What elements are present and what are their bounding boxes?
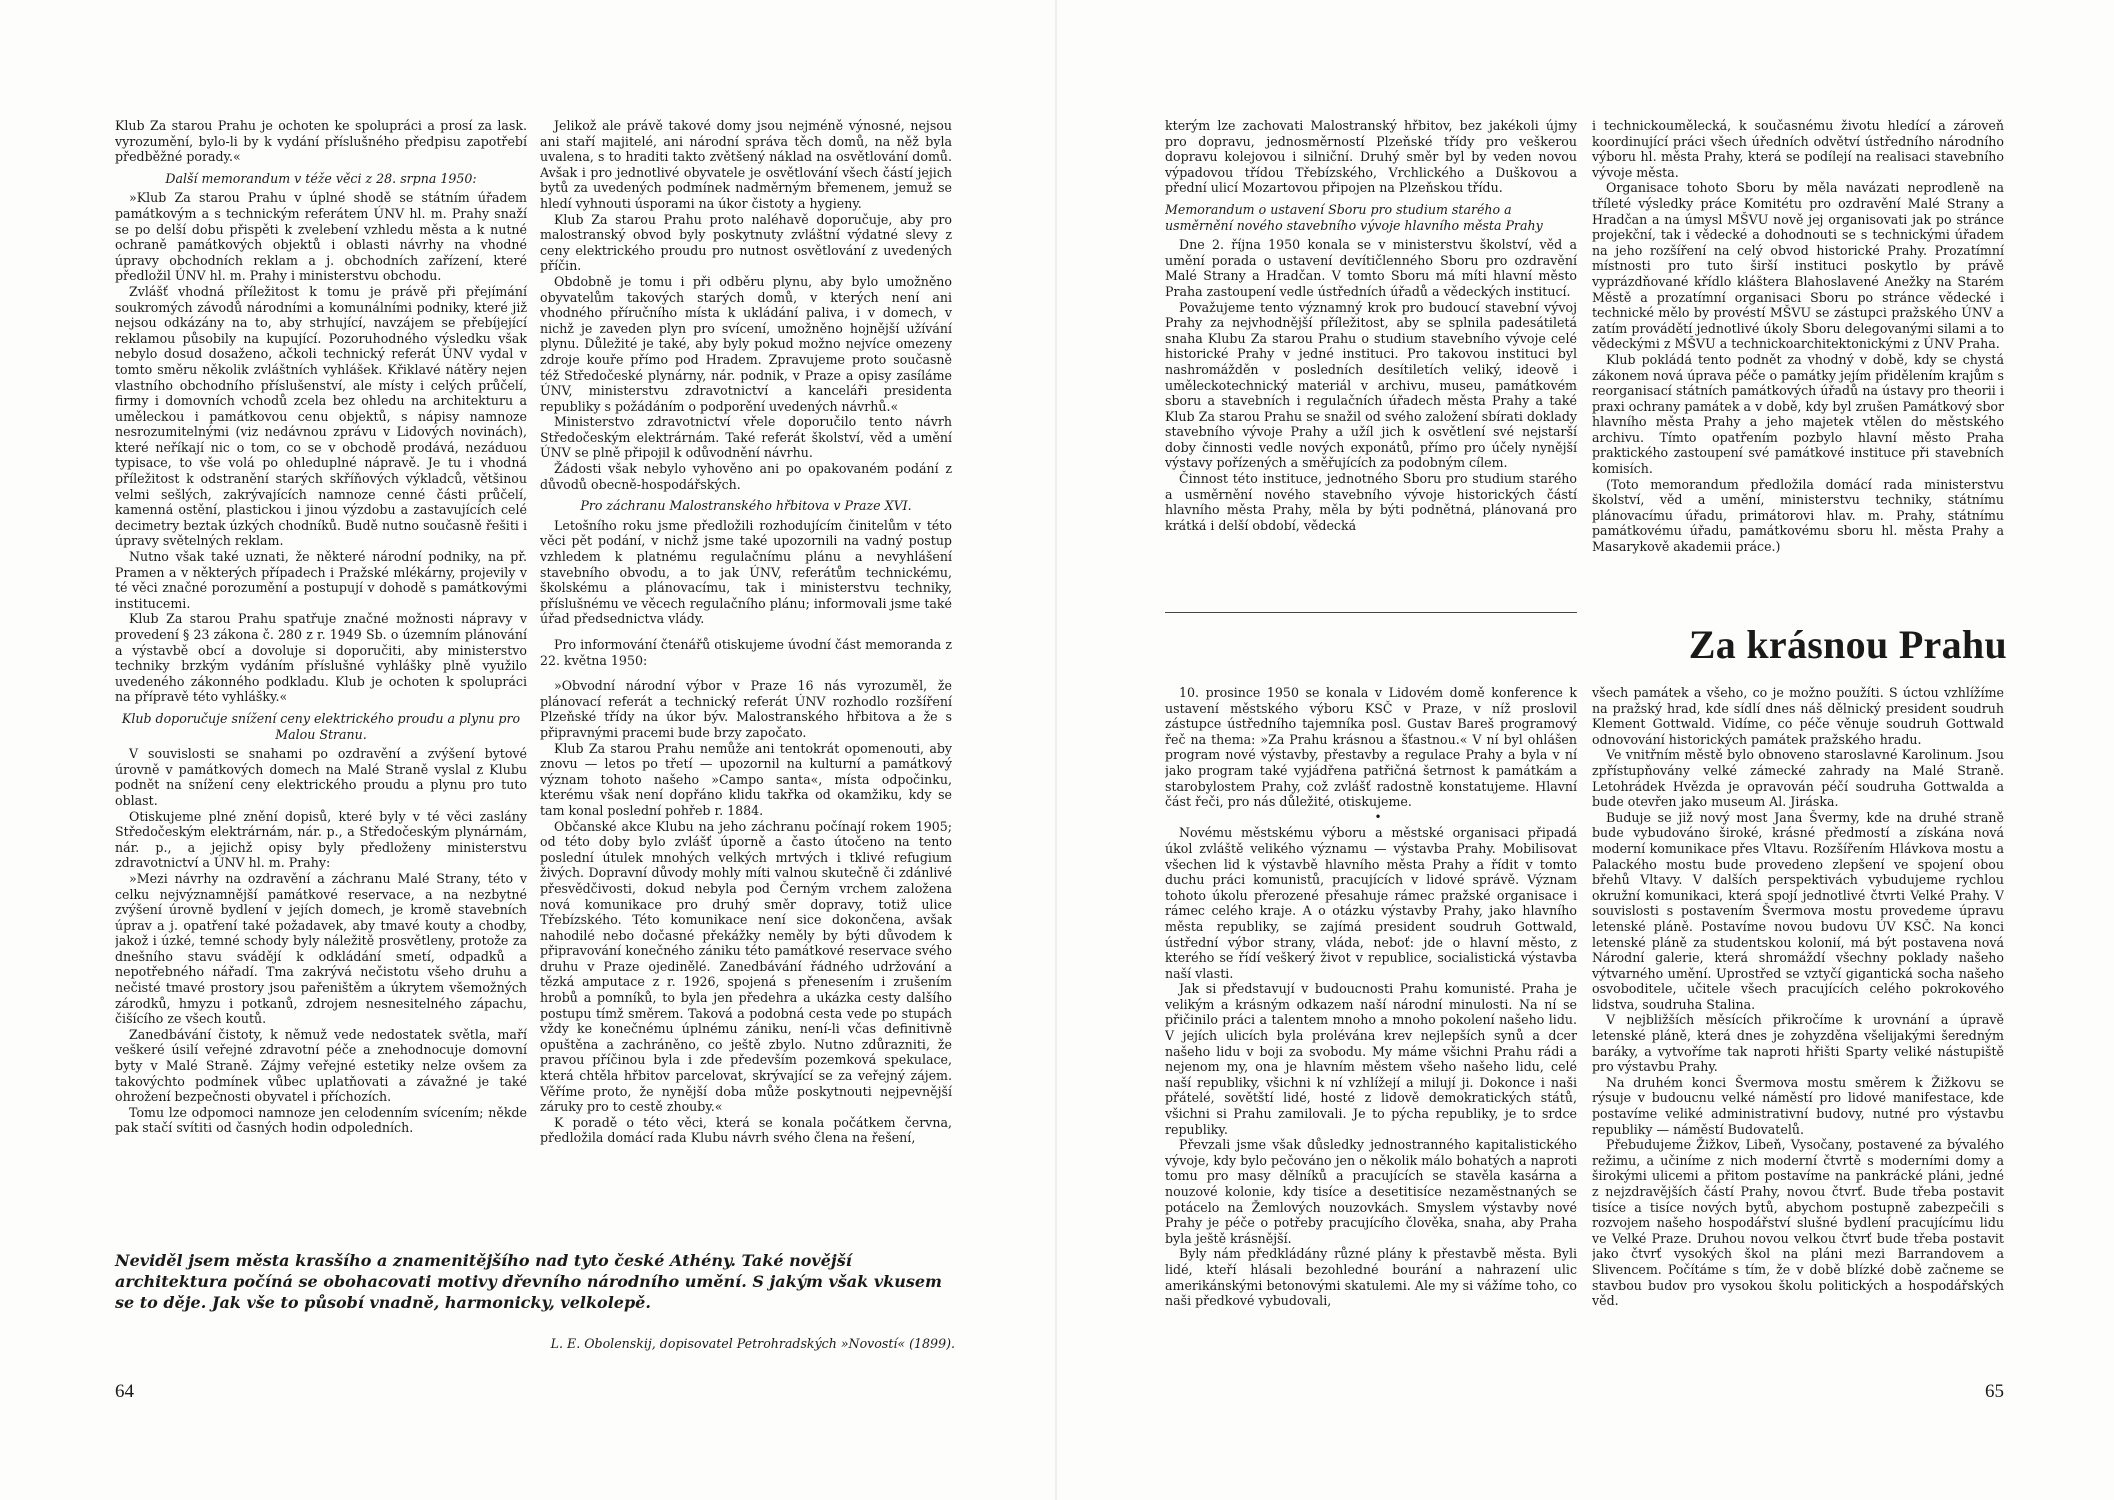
body-paragraph: Na druhém konci Švermova mostu směrem k Žižkovu se rýsuje v budoucnu velké náměstí pro lidové manifestace, kde postavíme veliké administrativní budovy, nutné pro výstavbu republiky — náměstí Budovatelů. [1592,1074,2004,1137]
left-page-column-2 [540,118,952,1233]
section-subheading: Memorandum o ustavení Sboru pro studium starého a usměrnění nového stavebního vývoje hlavního města Prahy [1165,201,1543,233]
body-paragraph: Tomu lze odpomoci namnoze jen celodenním svícením; někde pak stačí svítiti od časných hodin odpoledních. [115,1104,527,1136]
body-paragraph: V souvislosti se snahami po ozdravění a zvýšení bytové úrovně v památkových domech na Malé Straně vyslal z Klubu podnět na snížení ceny elektrického proudu a plynu pro tuto oblast. [115,746,527,808]
section-subheading: Další memorandum v téže věci z 28. srpna 1950: [165,170,477,186]
body-paragraph: Občanské akce Klubu na jeho záchranu počínají rokem 1905; od této doby bylo zvlášť úporně a často útočeno na tento poslední útulek mnohých velkých mrtvých i tklivé refugium živých. Dopravní důvody mohly míti valnou skutečně či zdánlivé přesvědčivosti, dokud nebyla pod Černým vrchem založena nová komunikace pro druhý směr dopravy, totiž ulice Třebízského. Této komunikace není sice dokončena, avšak nahodilé nebo dočasné překážky neměly by býti důvodem k připravování konečného zániku této památkové reservace svého druhu v Praze ojedinělé. Zanedbávání řádného udržování a tězká amputace z r. 1926, spojená s přenesením i zrušením hrobů a pomníků, to byla jen předehra a ukázka cesty dalšího postupu tímž směrem. Taková a podobná cesta vede po stupách vždy ke konečnému úplnému zániku, není-li včas definitivně opuštěna a zachráněno, co ještě zbylo. Nutno zdůrazniti, že pravou příčinou byla i zde především pozemková spekulace, která chtěla hřbitov parcelovat, skrývající se za veřejný zájem. Věříme proto, že nynější doba může poskytnouti nejpevnější záruky pro to cestě zhouby.« [540,818,952,1115]
body-paragraph: Přebudujeme Žižkov, Libeň, Vysočany, postavené za bývalého režimu, a učiníme z nich moderní čtvrtě s moderními domy a širokými ulicemi a přitom postavíme na pankrácké pláni, jedné z nejzdravějších částí Prahy, novou čtvrť. Bude třeba postavit tisíce a tisíce nových bytů, abychom postupně zabezpečili s rozvojem našeho hospodářství slušné bydlení pracujícímu lidu ve Velké Praze. Druhou novou velkou čtvrť bude třeba postavit jako čtvrť vysokých škol na pláni mezi Barrandovem a Slivencem. Počítáme s tím, že v době blízké době začneme se stavbou budov pro vysokou školu politických a hospodářských věd. [1592,1137,2004,1309]
body-paragraph: Nutno však také uznati, že některé národní podniky, na př. Pramen a v některých případech i Pražské mlékárny, projevily v té věci značné porozumění a postupují v dohodě s památkovými institucemi. [115,549,527,611]
body-paragraph: Letošního roku jsme předložili rozhodujícím činitelům v této věci pět podání, v nichž jsme také upozornili na vadný postup vzhledem k platnému regulačnímu plánu a nevyhlášení stavebního obvodu, a to jak ÚNV, referátům technickému, školskému a plánovacímu, tak i ministerstvu techniky, příslušnému ve věcech regulačního plánu; informovali jsme také úřad předsednictva vlády. [540,517,952,627]
body-paragraph: Jak si představují v budoucnosti Prahu komunisté. Praha je velikým a krásným odkazem naší národní minulosti. Na ní se přičinilo práci a talentem mnoho a mnoho pokolení našeho lidu. V jejích ulicích byla prolévána krev nejlepších synů a dcer našeho lidu v boji za svobodu. My máme všichni Prahu rádi a nejenom my, ona je hlavním městem všeho našeho lidu, celé naší republiky, všichni k ní vzhlížejí a milují ji. Dokonce i naši přátelé, sovětští lidé, hosté z lidově demokratických států, všichni si Prahu zamilovali. Je to pýcha republiky, je to srdce republiky. [1165,981,1577,1137]
paragraph-spacer [540,668,952,678]
page-number-right: 65 [1985,1381,2004,1402]
body-paragraph: »Obvodní národní výbor v Praze 16 nás vyrozuměl, že plánovací referát a technický referát ÚNV rozhodlo rozšíření Plzeňské třídy na úkor býv. Malostranského hřbitova a že s připravnými pracemi bude brzy započato. [540,678,952,740]
body-paragraph: Organisace tohoto Sboru by měla navázati neprodleně na tříleté výsledky práce Komitétu pro ozdravění Malé Strany a Hradčan a na úmysl MŠVU nově jej organisovati jak po stránce projekční, tak i vědecké a dohodnouti se s technickými úřadem na jeho rozšíření na celý obvod historické Prahy. Prozatímní místnosti pro tuto širší instituci poskytlo by právě vyprázdňované křídlo kláštera Blahoslavené Anežky na Starém Městě a prozatímní organisaci Sboru po stránce vědecké i technické mělo by provéstí MŠVU se zástupci pražského ÚNV a zatím provádětí jednotlivé úkoly Sboru delegovanými silami a to vědeckými z MŠVU a technickoarchitektonickými z ÚNV Praha. [1592,180,2004,352]
body-paragraph: i technickoumělecká, k současnému životu hledící a zároveň koordinující práci všech úředních odvětví ústředního národního výboru hl. města Prahy, která se podílejí na realisaci stavebního vývoje města. [1592,118,2004,180]
paragraph-spacer [540,627,952,637]
body-paragraph: Převzali jsme však důsledky jednostranného kapitalistického vývoje, kdy bylo pečováno jen o několik málo bohatých a naproti tomu pro masy dělníků a pracujících se stavěla kasárna a nouzové kolonie, kdy tisíce a desetitisíce nezaměstnaných se potácelo na Žemlových nouzovkách. Smyslem výstavby nové Prahy je péče o potřeby pracujícího člověka, snaha, aby Praha byla ještě krásnější. [1165,1137,1577,1246]
article-headline: Za krásnou Prahu [1688,622,2007,667]
body-paragraph: všech památek a všeho, co je možno použíti. S úctou vzhlížíme na pražský hrad, kde sídlí dnes náš dělnický president soudruh Klement Gottwald. Vidíme, co péče věnuje soudruh Gottwald odnovování historických památek pražského hradu. [1592,685,2004,747]
body-paragraph: 10. prosince 1950 se konala v Lidovém domě konference k ustavení městského výboru KSČ v Praze, v níž proslovil zástupce ústředního tajemníka posl. Gustav Bareš programový řeč na thema: »Za Prahu krásnou a šťastnou.« V ní byl ohlášen program nové výstavby, přestavby a regulace Prahy a byla v ní jako program také vyjádřena patřičná šetrnost k památkám a starobylostem Prahy, což zvlášť radostně konstatujeme. Hlavní část řeči, pro nás důležité, otiskujeme. [1165,685,1577,810]
quote-text: Neviděl jsem města krasšího a znamenitějšího nad tyto české Athény. Také novější architektura počíná se obohacovati motivy dřevního národního umění. S jakým však vkusem se to děje. Jak vše to působí vnadně, harmonicky, velkolepě. [115,1251,942,1312]
body-paragraph: Klub Za starou Prahu je ochoten ke spolupráci a prosí za lask. vyrozumění, bylo-li by k vydání příslušného předpisu zapotřebí předběžné porady.« [115,118,527,165]
body-paragraph: Klub Za starou Prahu proto naléhavě doporučuje, aby pro malostranský obvod byly poskytnuty zvláštní výdatné slevy z ceny elektrického proudu pro nutnost osvětlování z uvedených příčin. [540,211,952,274]
body-paragraph: kterým lze zachovati Malostranský hřbitov, bez jakékoli újmy pro dopravu, jednosměrností Plzeňské třídy pro veškerou dopravu kolejovou i silniční. Druhý směr byl by veden novou výpadovou třídou Třebízského, Vrchlického a Duškovou a přední ulicí Mozartovou připojen na Plzeňskou třídu. [1165,118,1577,196]
body-paragraph: »Mezi návrhy na ozdravění a záchranu Malé Strany, této v celku nejvýznamnější památkové reservace, a na nezbytné zvýšení úrovně bydlení v jejích domech, je kromě stavebních úprav a j. opatření také požadavek, aby tmavé kouty a chodby, jakož i úzké, temné schody byly náležitě prosvětleny, protože za dnešního stavu svádějí k odkládání smetí, odpadků a nepotřebného nářadí. Tma zakrývá nečistotu všeho druhu a nečisté tmavé prostory jsou pařeništěm a úkrytem všemožných zárodků, hmyzu i potkanů, zdrojem nesnesitelného zápachu, čišícího ze všech koutů. [115,870,527,1027]
quote-box [115,1250,955,1313]
section-subheading: Pro záchranu Malostranského hřbitova v Praze XVI. [580,498,912,514]
body-paragraph: »Klub Za starou Prahu v úplné shodě se státním úřadem památkovým a s technickým referátem ÚNV hl. m. Prahy snaží se po delší dobu přispěti k zvelebení vzhledu města a k nutné ochraně památkových objektů i oblasti návrhy na vhodné úpravy obchodních reklam a j. obchodních zařízení, které předložil ÚNV hl. m. Prahy i ministerstvu obchodu. [115,190,527,284]
body-paragraph: Ve vnitřním městě bylo obnoveno staroslavné Karolinum. Jsou zpřístupňovány velké zámecké zahrady na Malé Straně. Letohrádek Hvězda je opravován péčí soudruha Gottwalda a bude otevřen jako museum Al. Jiráska. [1592,747,2004,810]
section-separator-dot: • [1374,809,1382,824]
body-paragraph: Zanedbávání čistoty, k němuž vede nedostatek světla, maří veškeré úsilí veřejné zdravotní péče a znehodnocuje domovní byty v Malé Straně. Zájmy veřejné estetiky nelze ovšem za takovýchto podmínek vůbec uplatňovati a závažné je také ohrožení bezpečnosti obyvatel i příchozích. [115,1026,527,1105]
quote-source: L. E. Obolenskij, dopisovatel Petrohradských »Novostí« (1899). [550,1336,955,1351]
body-paragraph: Byly nám předkládány různé plány k přestavbě města. Byli lidé, kteří hlásali bezohledné bourání a nahrazení ulic amerikánskými betonovými skatulemi. Ale my si vážíme toho, co naši předkové vybudovali, [1165,1246,1577,1309]
body-paragraph: Žádosti však nebylo vyhověno ani po opakovaném podání z důvodů obecně-hospodářských. [540,461,952,492]
body-paragraph: K poradě o této věci, která se konala počátkem června, předložila domácí rada Klubu návrh svého člena na řešení, [540,1114,952,1146]
body-paragraph: Klub Za starou Prahu nemůže ani tentokrát opomenouti, aby znovu — letos po třetí — upozornil na kulturní a památkový význam tohoto našeho »Campo santa«, místa odpočinku, kterému však není dopřáno klidu takřka od okamžiku, kdy se tam konal poslední pohřeb r. 1884. [540,740,952,818]
right-page-column-1 [1165,118,1577,618]
right-page [1057,0,2114,1500]
body-paragraph: Činnost této instituce, jednotného Sboru pro studium starého a usměrnění nového stavebního vývoje historických částí hlavního města Prahy, měla by býti podnětná, plánovaná pro krátká i delší období, vědecká [1165,471,1577,533]
body-paragraph: Považujeme tento významný krok pro budoucí stavební vývoj Prahy za nejvhodnější příležitost, aby se splnila padesátiletá snaha Klubu Za starou Prahu o studium stavebního vývoje celé historické Prahy v jedné instituci. Pro takovou instituci byl nashromážděn v posledních desítiletích veliký, ideově i uměleckotechnický materiál v archivu, museu, památkovém sboru a stavebních i regulačních úřadech města Prahy a také Klub Za starou Prahu se snažil od svého založení sbírati doklady stavebního vývoje Prahy a užíl jich k osvětlení své nejstarší doby činnosti vedle nových exponátů, přímo pro účely nynější výstavy pořízených a směřujících za podobným cílem. [1165,299,1577,471]
body-paragraph: Buduje se již nový most Jana Švermy, kde na druhé straně bude vybudováno široké, krásné předmostí a získána nová moderní komunikace přes Vltavu. Rozšířením Hlávkova mostu a Palackého mostu bude provedeno zlepšení ve spojení obou břehů Vltavy. V dalších perspektivách vybudujeme rychlou okružní komunikaci, která spojí jednotlivé čtvrti Velké Prahy. V souvislosti s postavením Švermova mostu provedeme úpravu letenské pláně. Postavíme novou budovu ÚV KSČ. Na konci letenské pláně za studentskou kolonií, má být postavena nová Národní galerie, která shromáždí všechny poklady našeho výtvarného umění. Uprostřed se vztyčí gigantická socha našeho osvoboditele, učitele všech pracujících celého pokrokového lidstva, soudruha Stalina. [1592,809,2004,1012]
body-paragraph: Obdobně je tomu i při odběru plynu, aby bylo umožněno obyvatelům takových starých domů, v kterých není ani vhodného příručního místa k ukládání paliva, i v domech, v nichž je zaveden plyn pro svícení, umožněno hojnější užívání plynu. Důležité je také, aby byly pokud možno nejvíce omezeny zdroje kouře přímo pod Hradem. Zpravujeme proto současně též Středočeské plynárny, nár. podnik, v Praze a opisy zasíláme ÚNV, ministerstvu zdravotnictví a kanceláři presidenta republiky s požádáním o podporění uvedených návrhů.« [540,273,952,414]
body-paragraph: Zvlášť vhodná příležitost k tomu je právě při přejímání soukromých závodů národními a komunálními podniky, které již nejsou odkázány na to, aby strhující, navzájem se přebíjející reklamou působily na kupující. Pozoruhodného výsledku však nebylo dosud dosaženo, ačkoli technický referát ÚNV vydal v tomto směru několik zvláštních vyhlášek. Křiklavé nátěry nejen vlastního obchodního příslušenství, ale místy i celých průčelí, firmy i domovních vchodů zcela bez ohledu na architekturu a uměleckou i památkovou cenu objektů, s nápisy namnoze nesrozumitelnými (viz nedávnou zprávu v Lidových novinách), které neříkají nic o tom, co se v obchodě prodává, nezáduou typisace, to vše volá po ohleduplné nápravě. Je tu i vhodná příležitost k odstranění starých skříňových výkladců, většinou velmi sešlých, zakrývajících namnoze cenné části průčelí, kamenná ostění, plastickou i jinou výzdobu a zastavujících celé decimetry beztak úzkých chodníků. Budě nutno současně řešiti i úpravy světelných reklam. [115,283,527,549]
body-paragraph: Otiskujeme plné znění dopisů, které byly v té věci zaslány Středočeským elektrárnám, nár. p., a Středočeským plynárnám, nár. p., a jejichž opisy byly předloženy ministerstvu zdravotnictví a ÚNV hl. m. Prahy: [115,808,527,871]
page-number-left: 64 [115,1381,134,1402]
body-paragraph: V nejbližších měsících přikročíme k urovnání a úpravě letenské pláně, která dnes je zohyzděna všelijakými šeredným baráky, a vytvoříme tak naproti hřišti Sparty veliké nástupiště pro výstavbu Prahy. [1592,1012,2004,1075]
body-paragraph: Jelikož ale právě takové domy jsou nejméně výnosné, nejsou ani staří majitelé, ani národní správa těch domů, na něž byla uvalena, s to hraditi takto zvětšený náklad na osvětlování domů. Avšak i pro jednotlivé obyvatele je osvětlování všech částí jejich bytů za uvedených podmínek nadměrným břemenem, jemuž se hledí vyhnouti úsporami na úkor čistoty a hygieny. [540,118,952,211]
body-paragraph: Dne 2. října 1950 konala se v ministerstvu školství, věd a umění porada o ustavení devítičlenného Sboru pro ozdravění Malé Strany a Hradčan. V tomto Sboru má míti hlavní město Praha zastoupení vedle ústředních úřadů a vědeckých institucí. [1165,237,1577,299]
right-page-column-2 [1592,118,2004,638]
body-paragraph: Novému městskému výboru a městské organisaci připadá úkol zvláště velikého významu — výstavba Prahy. Mobilisovat všechen lid k výstavbě hlavního města Prahy a řídit v tomto duchu práci komunistů, pracujících v lidové správě. Význam tohoto úkolu přerozené přesahuje rámec pražské organisace i rámec celého kraje. A o otázku výstavby Prahy, jako hlavního města republiky, se zajímá president soudruh Gottwald, ústřední výbor strany, vláda, neboť: jde o hlavní město, z kterého se řídí veškerý život v republice, socialistická výstavba naší vlasti. [1165,825,1577,981]
right-page-column-4 [1592,685,2004,1370]
body-paragraph: Ministerstvo zdravotnictví vřele doporučilo tento návrh Středočeským elektrárnám. Také referát školství, věd a umění ÚNV se plně připojil k odůvodnění návrhu. [540,414,952,461]
right-page-column-3 [1165,685,1577,1370]
left-page-column-1 [115,118,527,1233]
section-subheading: Klub doporučuje snížení ceny elektrického proudu a plynu pro Malou Stranu. [121,710,521,742]
body-paragraph: Pro informování čtenářů otiskujeme úvodní část memoranda z 22. května 1950: [540,637,952,668]
body-paragraph: Klub pokládá tento podnět za vhodný v době, kdy se chystá zákonem nová úprava péče o památky jejím přidělením krajům s reorganisací státních památkových úřadů na ústavy pro theorii i praxi ochrany památek a v době, kdy byl zrušen Památkový sbor hlavního města Prahy a jeho majetek vtělen do městského archivu. Tímto opatřením pozbylo hlavní město Praha praktického zastoupení své památkové instituce při stavebních komisích. [1592,351,2004,477]
body-paragraph: (Toto memorandum předložila domácí rada ministerstvu školství, věd a umění, ministerstvu techniky, státnímu plánovacímu úřadu, primátorovi hlav. m. Prahy, státnímu památkovému úřadu, památkovému sboru hl. města Prahy a Masarykově akademii práce.) [1592,476,2004,555]
section-divider [1165,612,1577,613]
body-paragraph: Klub Za starou Prahu spatřuje značné možnosti nápravy v provedení § 23 zákona č. 280 z r. 1949 Sb. o územním plánování a výstavbě obcí a dovoluje si doporučiti, aby ministerstvo techniky brzkým vydáním příslušné vyhlášky plně využilo uvedeného zákonného podkladu. Klub je ochoten k spolupráci na přípravě této vyhlášky.« [115,611,527,705]
